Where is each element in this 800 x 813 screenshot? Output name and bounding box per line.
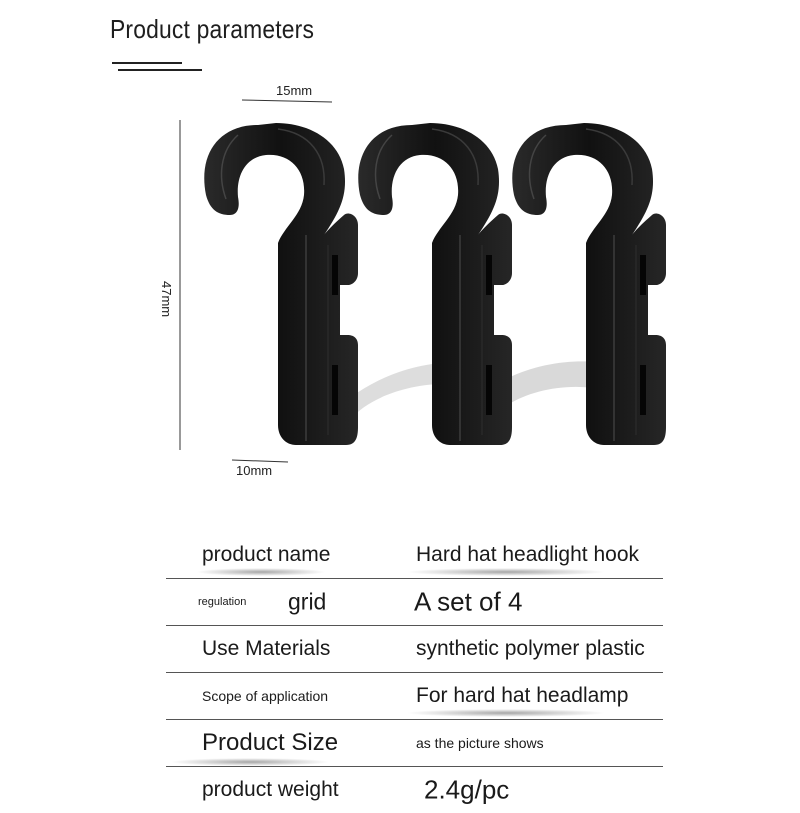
dimension-width-top: 15mm [276,83,313,98]
spec-value: as the picture shows [416,735,544,751]
spec-table [166,532,663,813]
spec-row-product-name [166,532,663,579]
hook-3 [512,123,666,445]
spec-label: Product Size [202,729,339,756]
hooks-illustration [150,75,670,495]
spec-label: Scope of application [202,688,329,704]
spec-value: 2.4g/pc [424,774,510,805]
spec-row-scope [166,673,663,720]
spec-row-size [166,720,663,767]
spec-row-materials [166,626,663,673]
width-bottom-dimension-line [232,460,288,462]
spec-value: Hard hat headlight hook [416,543,639,566]
hook-1 [204,123,358,445]
spec-label: regulation [198,596,247,608]
spec-label-grid: grid [288,588,327,615]
spec-label: product name [202,543,331,566]
spec-value: synthetic polymer plastic [416,637,645,660]
width-top-dimension-line [242,100,332,102]
dimension-height: 47mm [159,281,174,318]
product-diagram [150,75,670,495]
spec-value: For hard hat headlamp [416,684,629,707]
dimension-width-bottom: 10mm [236,463,273,478]
spec-label: product weight [202,778,339,801]
spec-row-weight [166,767,663,813]
title-underline [112,62,182,64]
spec-value: A set of 4 [414,586,523,617]
page-title: Product parameters [110,14,315,44]
spec-row-regulation [166,579,663,626]
spec-label: Use Materials [202,637,331,660]
title-underline-long [118,69,202,71]
